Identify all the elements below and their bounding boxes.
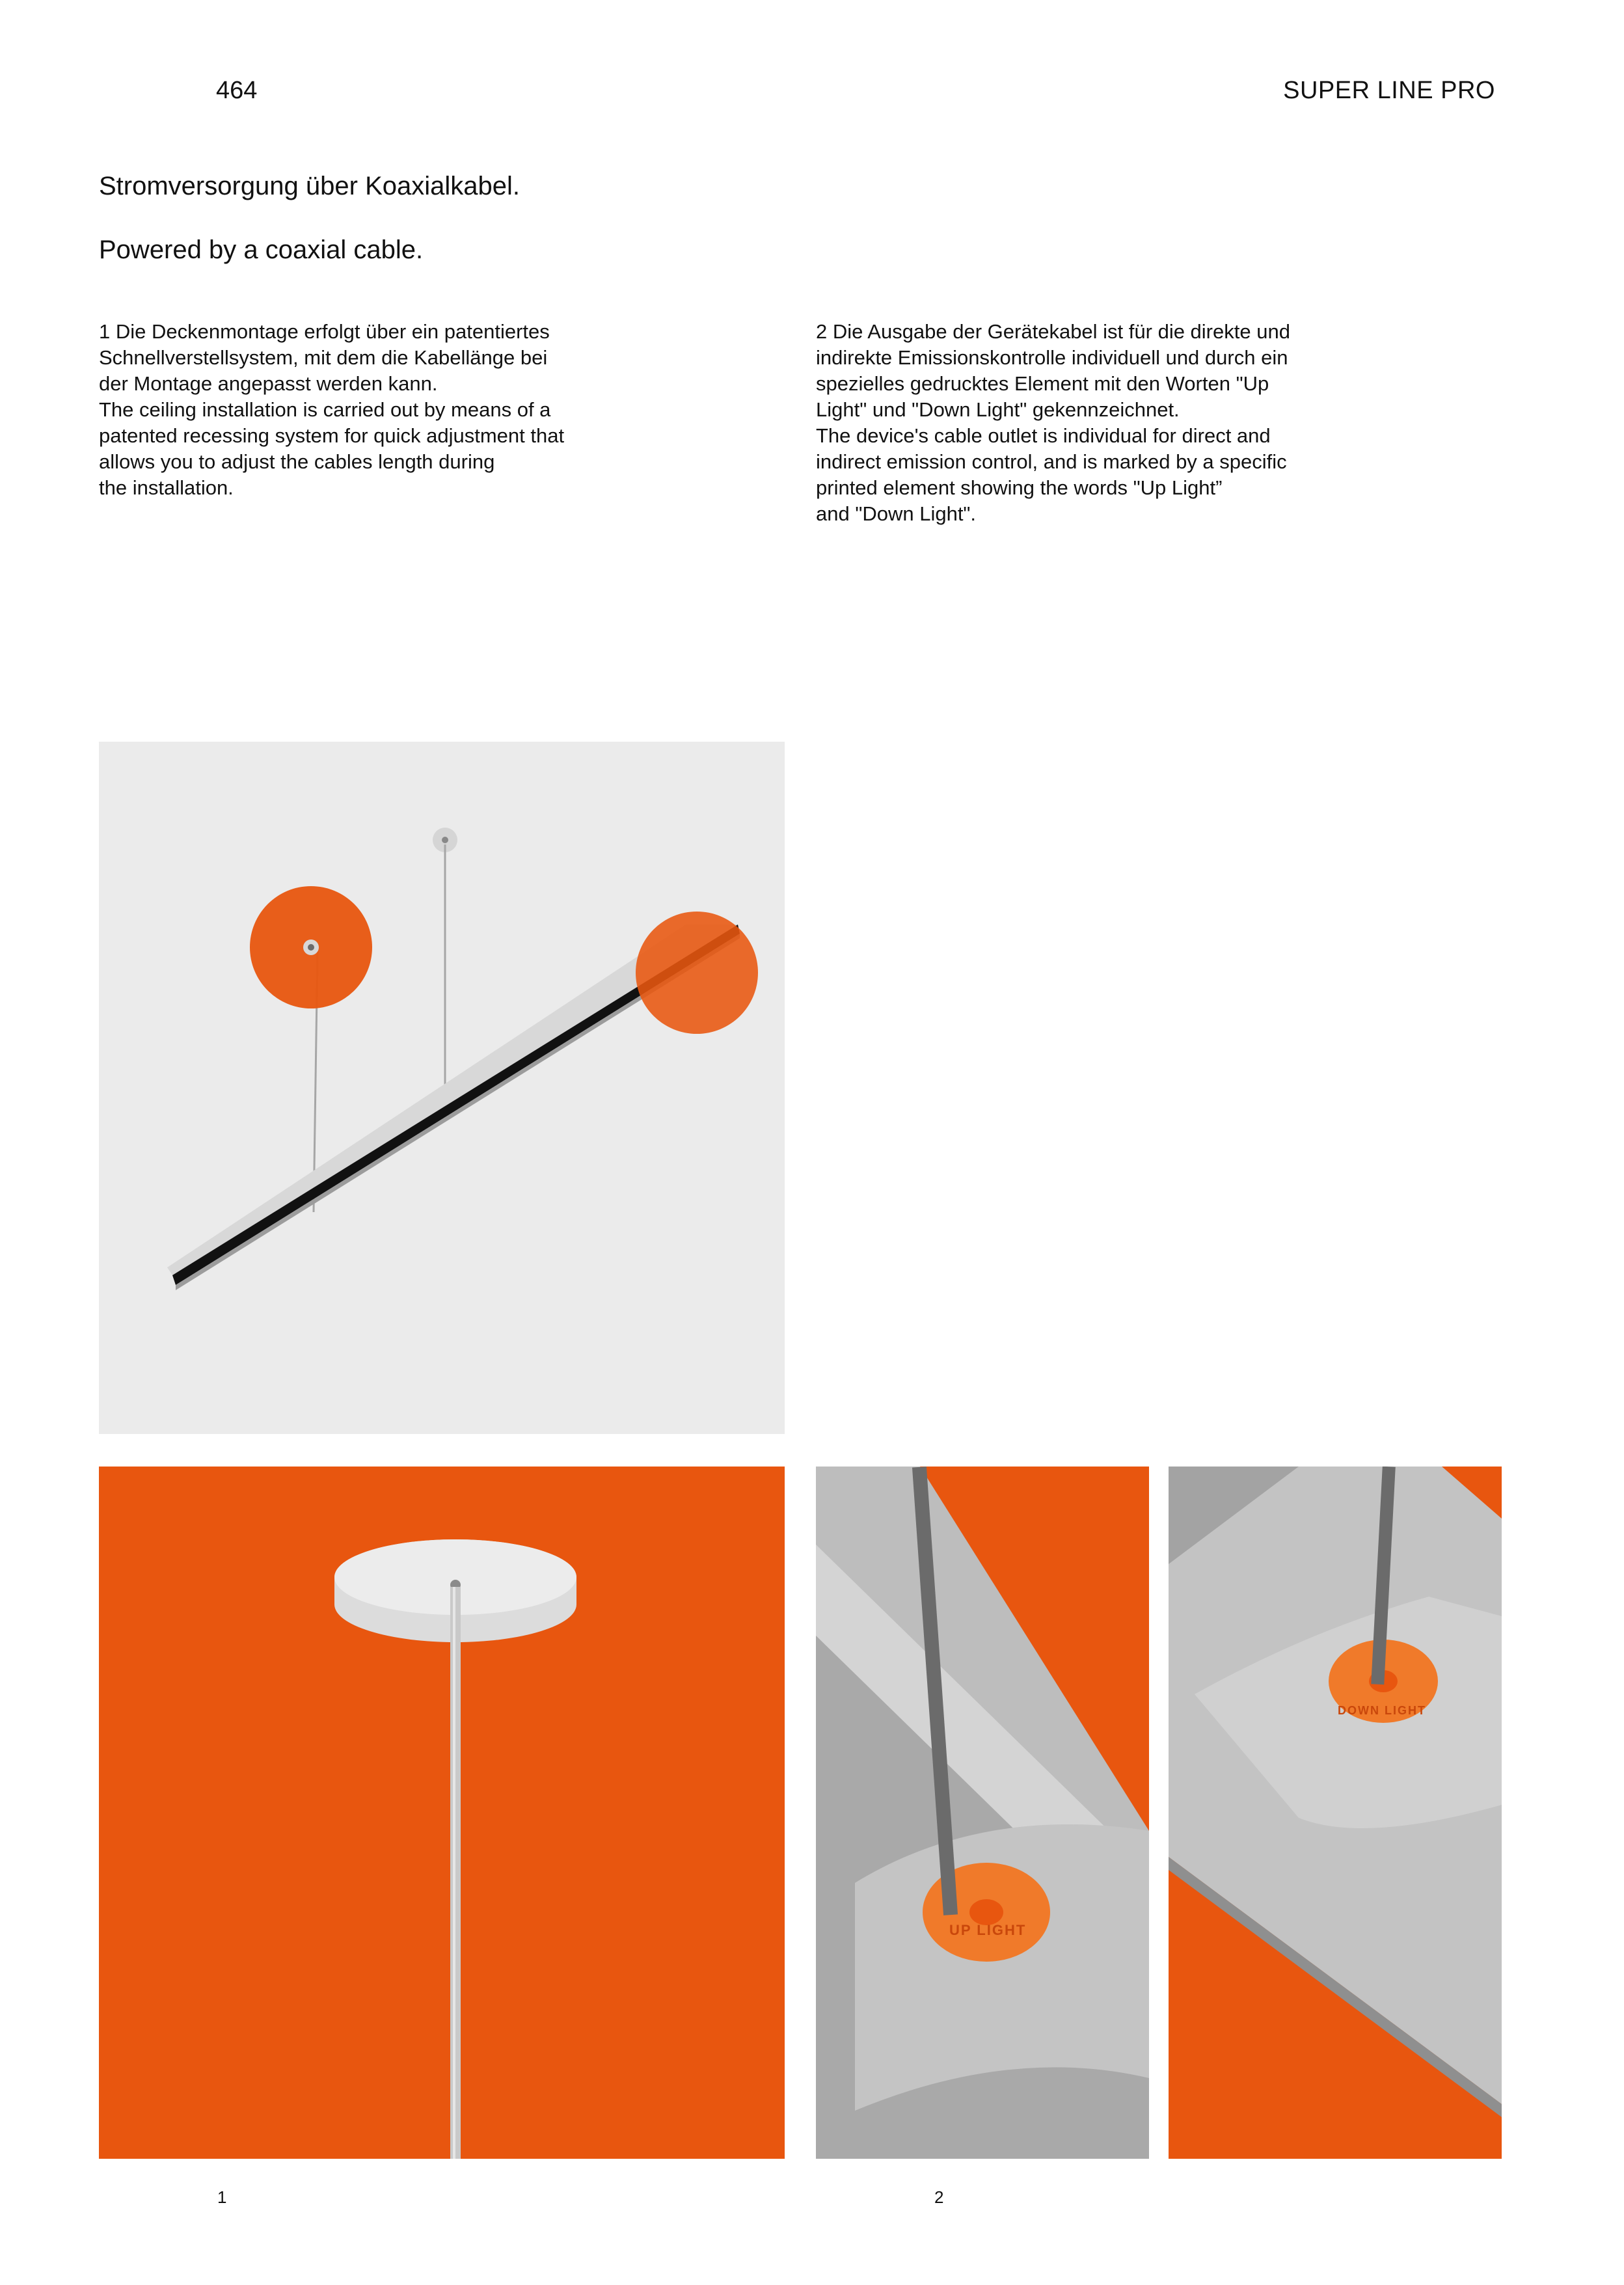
- up-light-marking: UP LIGHT: [949, 1922, 1027, 1938]
- description-column-1: 1 Die Deckenmontage erfolgt über ein patentiertes Schnellverstellsystem, mit dem die Kabellänge bei der Montage angepasst werden kann. The ceiling installation is carried out by means of a patented recessing system for quick adjustment that allows you to adjust the cables length during the installation.: [99, 320, 565, 499]
- down-light-marking: DOWN LIGHT: [1338, 1704, 1426, 1717]
- description-column-2: 2 Die Ausgabe der Gerätekabel ist für die direkte und indirekte Emissionskontrolle individuell und durch ein spezielles gedrucktes Element mit den Worten "Up Light" und "Down Light" gekennzeichnet. The device's cable outlet is individual for direct and indirect emission control, and is marked by a specific printed element showing the words "Up Light” and "Down Light".: [816, 320, 1290, 525]
- luminaire-overview-photo: [99, 742, 785, 1434]
- down-light-outlet-photo: [1169, 1467, 1502, 2159]
- figure-caption-2: 2: [934, 2187, 944, 2207]
- figure-caption-1: 1: [217, 2187, 227, 2207]
- up-light-outlet-photo: [816, 1467, 1149, 2159]
- header-title: SUPER LINE PRO: [1283, 77, 1495, 104]
- section-title-en: Powered by a coaxial cable.: [99, 236, 424, 264]
- page-number: 464: [216, 77, 258, 104]
- section-title-de: Stromversorgung über Koaxialkabel.: [99, 172, 521, 200]
- ceiling-canopy-photo: [99, 1467, 785, 2159]
